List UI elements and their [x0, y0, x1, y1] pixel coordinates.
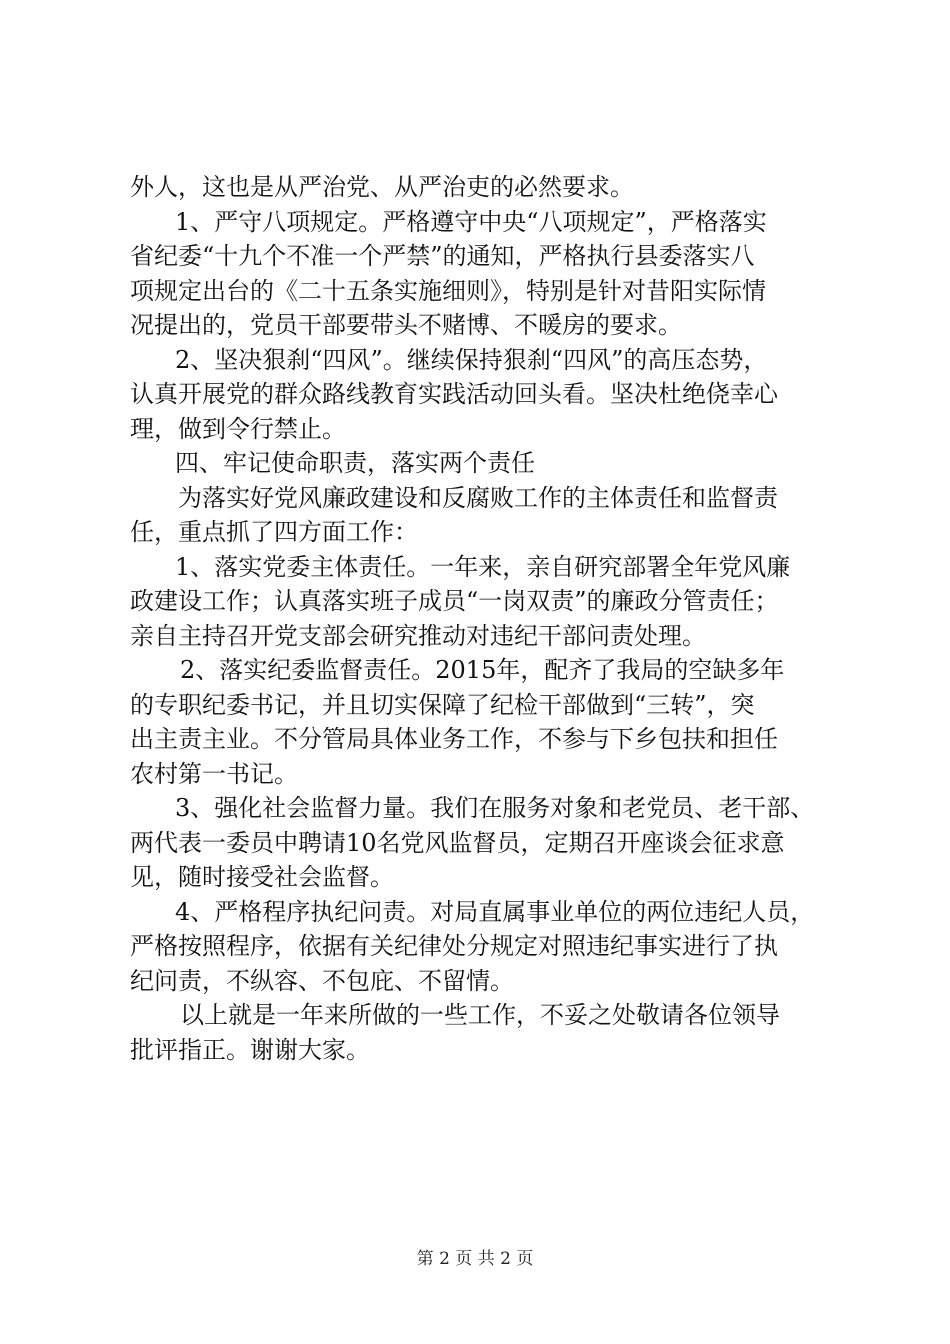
text-line: 外人，这也是从严治党、从严治吏的必然要求。 — [130, 173, 634, 201]
text-line: 项规定出台的《二十五条实施细则》，特别是针对昔阳实际情 — [130, 276, 766, 305]
text-line: 为落实好党风廉政建设和反腐败工作的主体责任和监督责 — [178, 483, 778, 512]
text-line: 两代表一委员中聘请10名党风监督员，定期召开座谈会征求意 — [130, 828, 785, 857]
text-line: 批评指正。谢谢大家。 — [130, 1035, 370, 1064]
text-line: 亲自主持召开党支部会研究推动对违纪干部问责处理。 — [130, 621, 706, 650]
text-line: 以上就是一年来所做的一些工作，不妥之处敬请各位领导 — [180, 1001, 780, 1029]
text-line: 四、牢记使命职责，落实两个责任 — [175, 449, 535, 477]
text-line: 况提出的，党员干部要带头不赌博、不暖房的要求。 — [130, 311, 682, 339]
page-footer: 第 2 页 共 2 页 — [416, 1249, 534, 1269]
text-line: 严格按照程序，依据有关纪律处分规定对照违纪事实进行了执 — [130, 932, 778, 960]
text-line: 2、坚决狠刹“四风”。继续保持狠刹“四风”的高压态势， — [175, 345, 768, 374]
text-line: 见，随时接受社会监督。 — [130, 863, 394, 891]
text-line: 任，重点抓了四方面工作： — [130, 518, 418, 546]
text-line: 2、落实纪委监督责任。2015年，配齐了我局的空缺多年 — [180, 656, 785, 684]
text-line: 出主责主业。不分管局具体业务工作，不参与下乡包扶和担任 — [130, 725, 778, 753]
text-line: 1、严守八项规定。严格遵守中央“八项规定”，严格落实 — [175, 207, 767, 236]
text-line: 理，做到令行禁止。 — [130, 414, 346, 443]
text-line: 省纪委“十九个不准一个严禁”的通知，严格执行县委落实八 — [130, 242, 755, 270]
text-line: 纪问责，不纵容、不包庇、不留情。 — [130, 966, 514, 995]
text-line: 3、强化社会监督力量。我们在服务对象和老党员、老干部、 — [175, 794, 815, 822]
document-body — [130, 170, 830, 1067]
text-line: 4、严格程序执纪问责。对局直属事业单位的两位违纪人员， — [175, 897, 815, 926]
text-line: 政建设工作；认真落实班子成员“一岗双责”的廉政分管责任； — [130, 587, 779, 615]
text-line: 1、落实党委主体责任。一年来，亲自研究部署全年党风廉 — [175, 552, 791, 581]
text-line: 认真开展党的群众路线教育实践活动回头看。坚决杜绝侥幸心 — [130, 380, 778, 408]
text-line: 农村第一书记。 — [130, 759, 298, 788]
text-line: 的专职纪委书记，并且切实保障了纪检干部做到“三转”，突 — [130, 690, 755, 719]
